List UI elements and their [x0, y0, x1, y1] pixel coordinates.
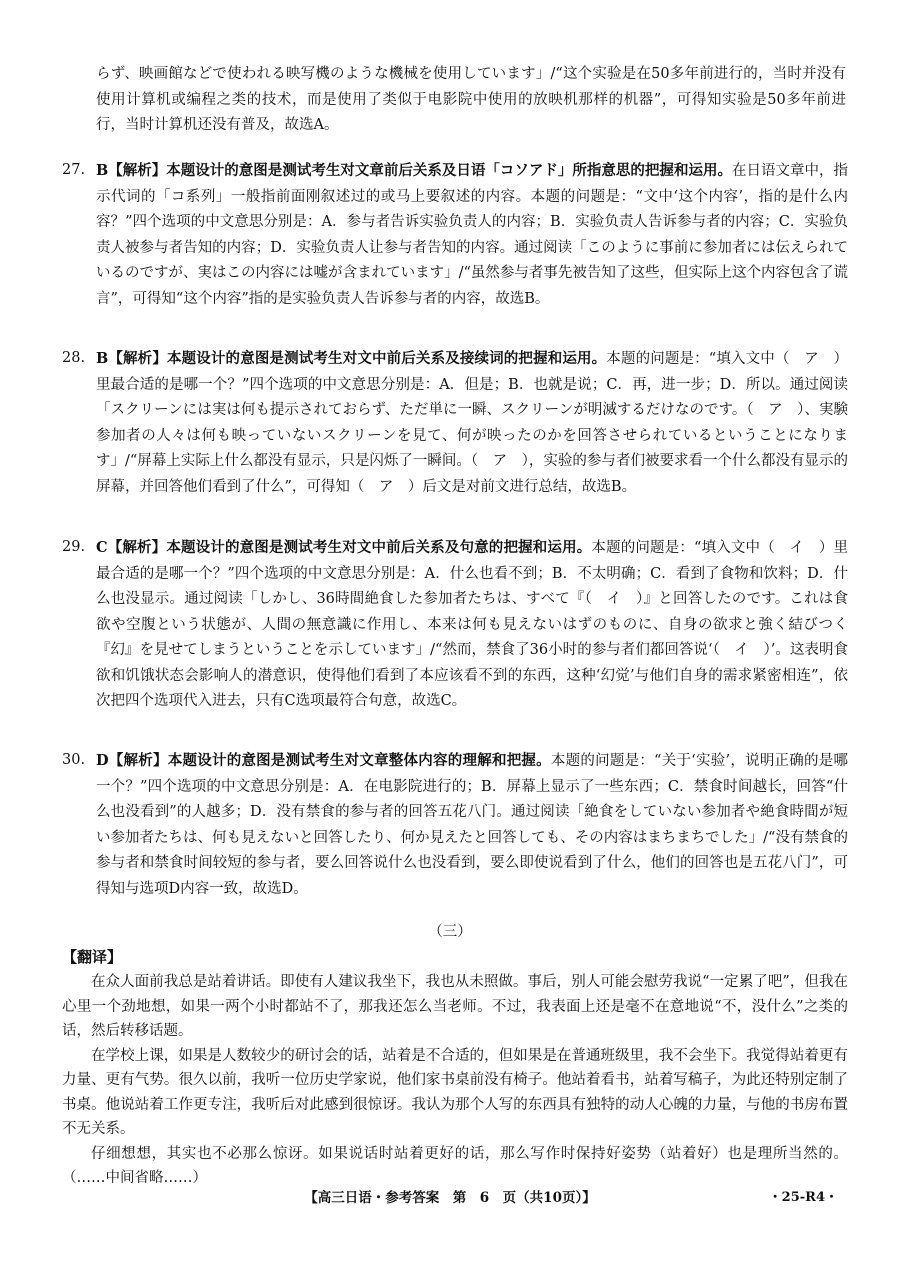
analysis-text: 本题的问题是：“填入文中（ イ ）里最合适的是哪一个？”四个选项的中文意思分别是：A．什么也看不到；B．不太明确；C．看到了食物和饮料；D．什么也没显示。通过阅读「しかし、36時間絶食した参加者たちは、すべて『（ イ ）』と回答したのです。これは食欲や空腹という状態が、人間の無意識に作用し、本来は何も見えないはずのものに、自身の欲求と強く結びつく『幻』を見せてしまうということを示しています」/“然而，禁食了36小时的参与者们都回答说‘（ イ ）’。这表明食欲和饥饿状态会影响人的潜意识，使得他们看到了本应该看不到的东西，这种‘幻觉’与他们自身的需求紧密相连”，依次把四个选项代入进去，只有C选项最符合句意，故选C。 — [96, 540, 848, 709]
translation-paragraph: 在众人面前我总是站着讲话。即使有人建议我坐下，我也从未照做。事后，别人可能会慰劳我说“一定累了吧”，但我在心里一个劲地想，如果一两个小时都站不了，那我还怎么当老师。不过，我表面上还是毫不在意地说“不，没什么”之类的话，然后转移话题。 — [62, 974, 848, 1039]
answer-label: B【解析】 — [96, 350, 167, 367]
answer-item-30 — [62, 748, 848, 902]
intro-text: らず、映画館などで使われる映写機のような機械を使用しています」/“这个实验是在50多年前进行的，当时并没有使用计算机或编程之类的技术，而是使用了类似于电影院中使用的放映机那样的机器”，可得知实验是50多年前进行，当时计算机还没有普及，故选A。 — [96, 66, 846, 133]
question-number: 27. — [62, 162, 86, 178]
translation-body — [62, 970, 848, 1191]
answer-label: B【解析】 — [96, 162, 167, 179]
translation-heading: 【翻译】 — [62, 948, 123, 966]
question-number: 29. — [62, 539, 86, 555]
footer-code: ・25-R4・ — [768, 1190, 838, 1205]
analysis-text: 本题的问题是：“填入文中（ ア ）里最合适的是哪一个？”四个选项的中文意思分别是：A．但是；B．也就是说；C．再，进一步；D．所以。通过阅读「スクリーンには実は何も提示されておらず、ただ単に一瞬、スクリーンが明滅するだけなのです。（ ア ）、実験参加者の人々は何も映っていないスクリーンを見て、何が映ったのかを回答させられているということになります」/“屏幕上实际上什么都没有显示，只是闪烁了一瞬间。（ ア ），实验的参与者们被要求看一个什么都没有显示的屏幕，并回答他们看到了什么”，可得知（ ア ）后文是对前文进行总结，故选B。 — [96, 351, 849, 495]
analysis-lead: 本题设计的意图是测试考生对文中前后关系及接续词的把握和运用。 — [166, 350, 607, 367]
answer-item-29 — [62, 535, 848, 715]
translation-paragraph: 仔细想想，其实也不必那么惊讶。如果说话时站着更好的话，那么写作时保持好姿势（站着好）也是理所当然的。（……中间省略……） — [62, 1145, 848, 1186]
analysis-lead: 本题设计的意图是测试考生对文章整体内容的理解和把握。 — [167, 752, 551, 769]
page-footer: 【高三日语・参考答案 第 6 页（共10页）】 — [304, 1190, 596, 1206]
question-number: 28. — [62, 350, 86, 366]
analysis-text: 本题的问题是：“关于‘实验’，说明正确的是哪一个？”四个选项的中文意思分别是：A．在电影院进行的；B．屏幕上显示了一些东西；C．禁食时间越长，回答“什么也没看到”的人越多；D．没有禁食的参与者的回答五花八门。通过阅读「絶食をしていない参加者や絶食時間が短い参加者たちは、何も見えないと回答したり、何か見えたと回答しても、その内容はまちまちでした」/“没有禁食的参与者和禁食时间较短的参与者，要么回答说什么也没看到，要么即使说看到了什么，他们的回答也是五花八门”，可得知与选项D内容一致，故选D。 — [96, 753, 848, 897]
analysis-lead: 本题设计的意图是测试考生对文章前后关系及日语「コソアド」所指意思的把握和运用。 — [166, 162, 732, 179]
translation-paragraph: 在学校上课，如果是人数较少的研讨会的话，站着是不合适的，但如果是在普通班级里，我不会坐下。我觉得站着更有力量、更有气势。很久以前，我听一位历史学家说，他们家书桌前没有椅子。他站着看书，站着写稿子，为此还特别定制了书桌。他说站着工作更专注，我听后对此感到很惊讶。我认为那个人写的东西具有独特的动人心魄的力量，与他的书房布置不无关系。 — [62, 1047, 848, 1137]
analysis-text: 在日语文章中，指示代词的「コ系列」一般指前面刚叙述过的或马上要叙述的内容。本题的问题是：“文中‘这个内容’，指的是什么内容？”四个选项的中文意思分别是：A．参与者告诉实验负责人的内容；B．实验负责人告诉参与者的内容；C．实验负责人被参与者告知的内容；D．实验负责人让参与者告知的内容。通过阅读「このように事前に参加者には伝えられているのですが、実はこの内容には嘘が含まれています」/“虽然参与者事先被告知了这些，但实际上这个内容包含了谎言”，可得知“这个内容”指的是实验负责人告诉参与者的内容，故选B。 — [96, 163, 849, 307]
section-title: （三） — [428, 924, 472, 940]
analysis-lead: 本题设计的意图是测试考生对文中前后关系及句意的把握和运用。 — [166, 539, 592, 556]
answer-item-27 — [62, 158, 848, 312]
intro-continuation — [96, 62, 846, 139]
answer-label: D【解析】 — [96, 752, 168, 769]
question-number: 30. — [62, 752, 86, 768]
answer-item-28 — [62, 346, 848, 500]
answer-label: C【解析】 — [96, 539, 167, 556]
